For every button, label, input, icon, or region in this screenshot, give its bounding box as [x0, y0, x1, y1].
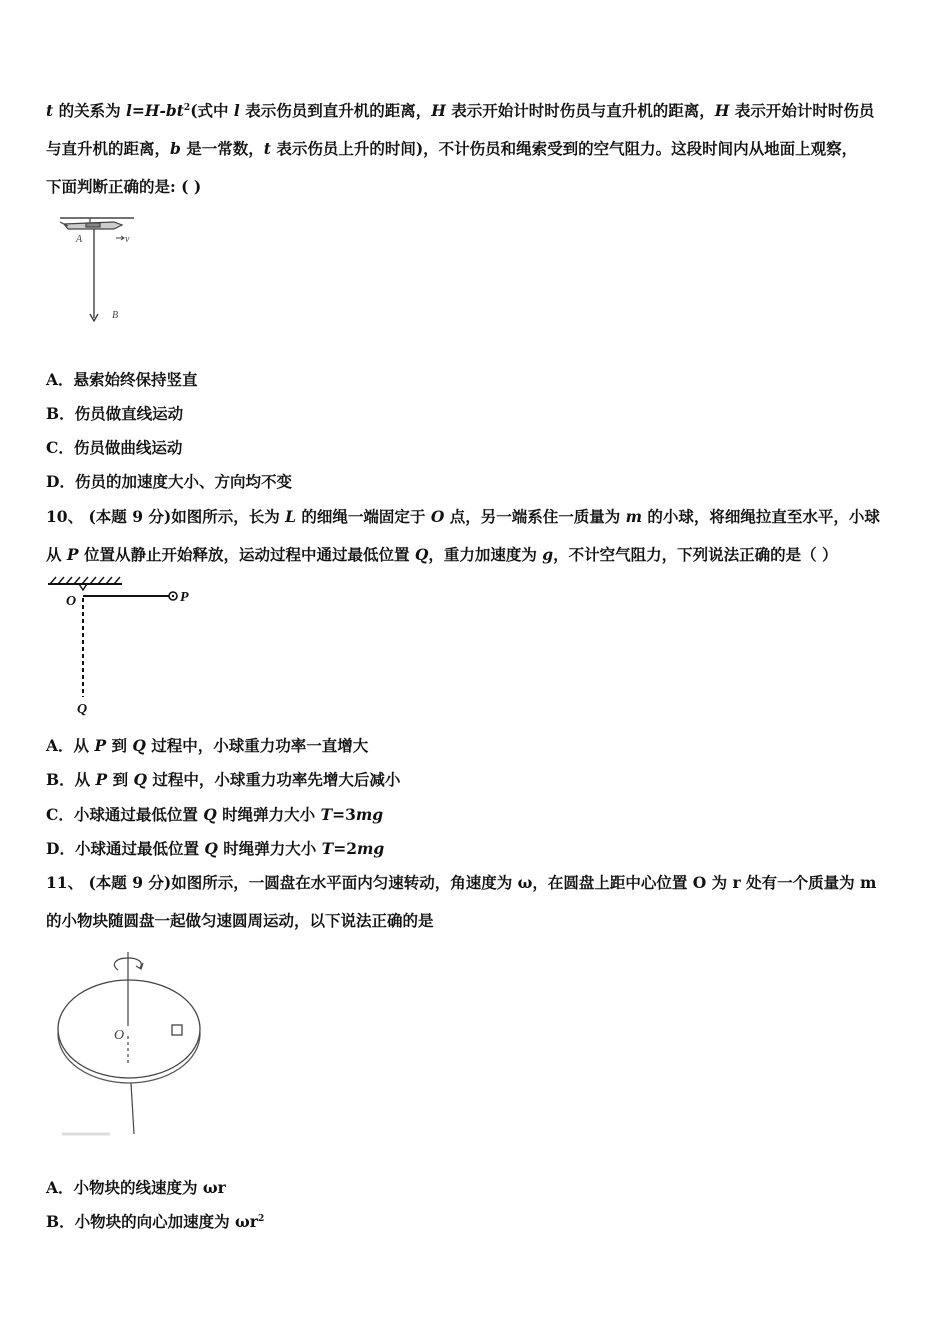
- q11-stem-line-2: 的小物块随圆盘一起做匀速圆周运动，以下说法正确的是: [46, 911, 434, 930]
- q9-option-d: D．伤员的加速度大小、方向均不变: [46, 472, 292, 491]
- rotating-disk-figure: [50, 948, 210, 1144]
- ceiling-hatch: [50, 577, 120, 584]
- q10-option-b: B．从 P 到 Q 过程中，小球重力功率先增大后减小: [46, 770, 401, 789]
- label-p: P: [180, 590, 189, 605]
- q9-stem-line-3: 下面判断正确的是: ( ): [46, 177, 202, 196]
- q11-option-b: B．小物块的向心加速度为 $\omega r^2$: [46, 1212, 265, 1231]
- q10-stem-line-1: 10、 (本题 9 分)如图所示，长为 L 的细绳一端固定于 O 点，另一端系住一质量为 m 的小球，将细绳拉直至水平，小球: [46, 507, 880, 526]
- q10-stem-line-2: 从 P 位置从静止开始释放，运动过程中通过最低位置 Q，重力加速度为 g，不计空气阻力，下列说法正确的是（ ）: [46, 545, 838, 564]
- ball-p-center: [172, 595, 174, 597]
- q9-option-c: C．伤员做曲线运动: [46, 438, 183, 457]
- pendulum-figure: [44, 574, 204, 720]
- label-o: O: [114, 1028, 125, 1043]
- q10-option-d: D．小球通过最低位置 Q 时绳弹力大小 T=2mg: [46, 839, 385, 858]
- q9-option-a: A．悬索始终保持竖直: [46, 370, 198, 389]
- q9-stem-line-2: 与直升机的距离，b 是一常数，t 表示伤员上升的时间)，不计伤员和绳索受到的空气阻力。这段时间内从地面上观察，: [46, 139, 858, 158]
- q10-option-a: A．从 P 到 Q 过程中，小球重力功率一直增大: [46, 736, 369, 755]
- label-q: Q: [77, 702, 88, 717]
- rotation-arrowhead: [136, 963, 143, 969]
- label-v: v: [125, 234, 130, 245]
- helicopter-icon: [60, 218, 134, 229]
- q10-option-c: C．小球通过最低位置 Q 时绳弹力大小 T=3mg: [46, 805, 384, 824]
- label-b: B: [112, 310, 119, 321]
- axis-bottom: [131, 1083, 134, 1134]
- label-a: A: [76, 234, 83, 245]
- q9-stem-line-1: t 的关系为 $l=H-bt^2$(式中 l 表示伤员到直升机的距离，H 表示开始计时时伤员与直升机的距离，H 表示开始计时时伤员: [46, 101, 875, 120]
- q11-stem-line-1: 11、 (本题 9 分)如图所示，一圆盘在水平面内匀速转动，角速度为 ω，在圆盘上距中心位置 O 为 r 处有一个质量为 m: [46, 873, 877, 892]
- helicopter-rope-figure: [56, 212, 146, 330]
- q9-option-b: B．伤员做直线运动: [46, 404, 184, 423]
- label-o: O: [66, 594, 77, 609]
- disk-top: [58, 980, 200, 1078]
- q11-option-a: A．小物块的线速度为 ωr: [46, 1178, 226, 1197]
